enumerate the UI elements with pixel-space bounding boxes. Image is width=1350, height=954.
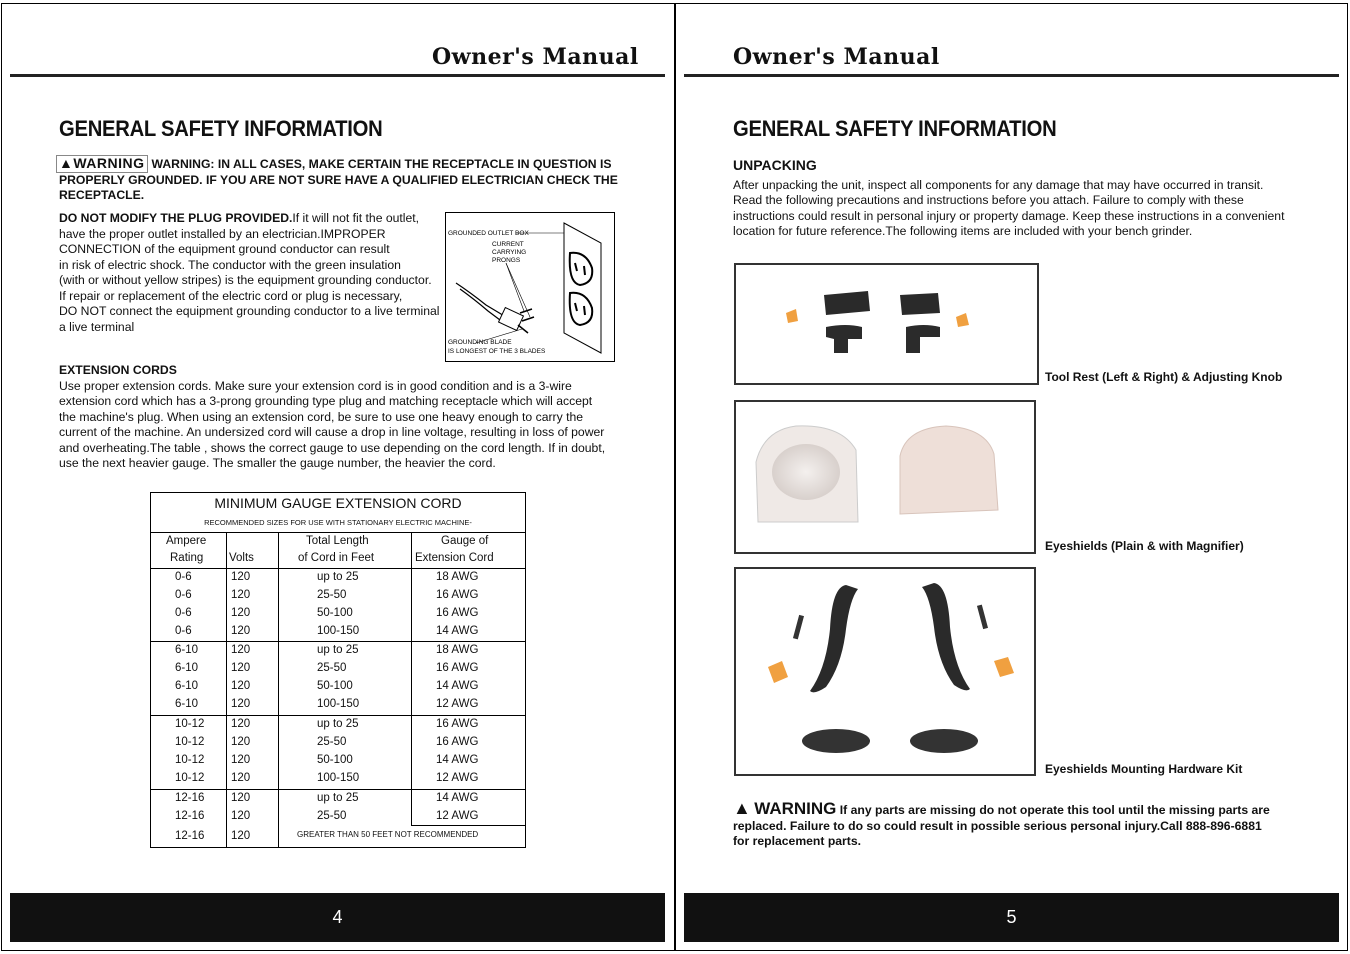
table-cell: 16 AWG bbox=[436, 662, 479, 674]
table-cell: 10-12 bbox=[175, 718, 205, 730]
header-rating: Rating bbox=[170, 552, 204, 564]
table-cell: 0-6 bbox=[175, 607, 192, 619]
svg-text:GROUNDING BLADE: GROUNDING BLADE bbox=[448, 339, 512, 346]
caption-tool-rest: Tool Rest (Left & Right) & Adjusting Knob bbox=[1045, 370, 1283, 384]
warning-line-1: WARNING: IN ALL CASES, MAKE CERTAIN THE RECEPTACLE IN QUESTION IS bbox=[151, 157, 612, 171]
table-cell: 12-16 bbox=[175, 810, 205, 822]
gauge-table-title: MINIMUM GAUGE EXTENSION CORD bbox=[214, 495, 462, 511]
table-note: GREATER THAN 50 FEET NOT RECOMMENDED bbox=[297, 830, 479, 839]
warning-line-3: RECEPTACLE. bbox=[59, 188, 145, 202]
table-cell: 120 bbox=[231, 698, 251, 710]
table-cell: 12-16 bbox=[175, 830, 205, 842]
svg-text:CARRYING: CARRYING bbox=[492, 249, 527, 256]
caption-eyeshields: Eyeshields (Plain & with Magnifier) bbox=[1045, 539, 1244, 553]
extension-cords-title: EXTENSION CORDS bbox=[59, 363, 177, 377]
gauge-table-subtitle: RECOMMENDED SIZES FOR USE WITH STATIONARY ELECTRIC MACHINE- bbox=[204, 518, 472, 527]
header-ampere: Ampere bbox=[166, 535, 207, 547]
header-total-length: Total Length bbox=[306, 535, 369, 547]
left-warning-block bbox=[56, 155, 636, 204]
table-cell: 16 AWG bbox=[436, 736, 479, 748]
header-volts: Volts bbox=[229, 552, 254, 564]
table-cell: 18 AWG bbox=[436, 644, 479, 656]
table-cell: 25-50 bbox=[317, 810, 347, 822]
right-warning-line-2: replaced. Failure to do so could result in possible serious personal injury.Call 888-896-6881 bbox=[733, 818, 1262, 833]
table-cell: 120 bbox=[231, 718, 251, 730]
table-cell: 10-12 bbox=[175, 772, 205, 784]
right-header-rule bbox=[684, 74, 1339, 77]
table-cell: 12 AWG bbox=[436, 772, 479, 784]
table-cell: 120 bbox=[231, 644, 251, 656]
left-page-number: 4 bbox=[332, 907, 343, 927]
mounting-hardware-photo bbox=[734, 567, 1036, 776]
table-cell: 14 AWG bbox=[436, 792, 479, 804]
svg-text:IS LONGEST OF THE 3 BLADES: IS LONGEST OF THE 3 BLADES bbox=[448, 348, 546, 355]
header-extension-cord: Extension Cord bbox=[415, 552, 494, 564]
warning-triangle-icon: ▲ bbox=[59, 155, 74, 171]
warning-line-2: PROPERLY GROUNDED. IF YOU ARE NOT SURE HAVE A QUALIFIED ELECTRICIAN CHECK THE bbox=[59, 172, 618, 187]
table-cell: 120 bbox=[231, 625, 251, 637]
right-footer-bar bbox=[684, 893, 1339, 942]
table-cell: up to 25 bbox=[317, 571, 359, 583]
right-warning-line-3: for replacement parts. bbox=[733, 834, 862, 848]
table-cell: 50-100 bbox=[317, 754, 353, 766]
table-cell: 18 AWG bbox=[436, 571, 479, 583]
table-cell: 50-100 bbox=[317, 680, 353, 692]
right-warning-block bbox=[733, 798, 1313, 850]
right-header-title: Owner's Manual bbox=[733, 44, 940, 70]
table-cell: 12-16 bbox=[175, 792, 205, 804]
extension-cords-section: EXTENSION CORDS Use proper extension cords. Make sure your extension cord is in good condition and is a 3-wire extension cord which has a 3-prong grounding type plug and matching receptacle which will accept the machine's plug. When using an extension cord, be sure to use one heavy enough to carry the current of the machine. An undersized cord will cause a drop in line voltage, resulting in loss of power and overheating.The table , shows the correct gauge to use depending on the cord length. If in doubt, use the next heavier gauge. The smaller the gauge number, the heavier the cord. bbox=[59, 363, 659, 472]
table-cell: 120 bbox=[231, 830, 251, 842]
right-warning-line-1: If any parts are missing do not operate this tool until the missing parts are bbox=[839, 803, 1270, 817]
left-header-rule bbox=[10, 74, 665, 77]
gauge-table bbox=[150, 492, 526, 848]
outlet-box-label: GROUNDED OUTLET BOX bbox=[448, 230, 529, 237]
table-cell: 6-10 bbox=[175, 698, 199, 710]
left-footer-bar bbox=[10, 893, 665, 942]
table-cell: 120 bbox=[231, 571, 251, 583]
table-cell: 100-150 bbox=[317, 698, 360, 710]
left-header-title: Owner's Manual bbox=[432, 44, 639, 70]
table-cell: 14 AWG bbox=[436, 754, 479, 766]
table-cell: 16 AWG bbox=[436, 589, 479, 601]
warning-badge: ▲WARNING bbox=[56, 155, 148, 173]
table-cell: up to 25 bbox=[317, 792, 359, 804]
left-section-title: GENERAL SAFETY INFORMATION bbox=[59, 116, 383, 141]
table-cell: 120 bbox=[231, 662, 251, 674]
table-cell: 120 bbox=[231, 607, 251, 619]
table-cell: 120 bbox=[231, 754, 251, 766]
table-cell: 10-12 bbox=[175, 754, 205, 766]
table-cell: 120 bbox=[231, 589, 251, 601]
table-cell: 100-150 bbox=[317, 625, 360, 637]
table-cell: 14 AWG bbox=[436, 625, 479, 637]
table-cell: 14 AWG bbox=[436, 680, 479, 692]
table-cell: 0-6 bbox=[175, 571, 192, 583]
table-cell: 120 bbox=[231, 736, 251, 748]
table-cell: 0-6 bbox=[175, 589, 192, 601]
caption-mounting-hardware: Eyeshields Mounting Hardware Kit bbox=[1045, 762, 1243, 776]
table-cell: 16 AWG bbox=[436, 718, 479, 730]
table-cell: 16 AWG bbox=[436, 607, 479, 619]
table-cell: 120 bbox=[231, 810, 251, 822]
table-cell: 12 AWG bbox=[436, 810, 479, 822]
right-warning-label: WARNING bbox=[754, 799, 837, 818]
right-page-number: 5 bbox=[1006, 907, 1017, 927]
warning-triangle-icon: ▲ bbox=[733, 798, 751, 818]
header-cord-feet: of Cord in Feet bbox=[298, 552, 375, 564]
table-cell: 25-50 bbox=[317, 736, 347, 748]
table-cell: 120 bbox=[231, 772, 251, 784]
table-cell: up to 25 bbox=[317, 644, 359, 656]
header-gauge: Gauge of bbox=[441, 535, 489, 547]
table-cell: 12 AWG bbox=[436, 698, 479, 710]
table-cell: 10-12 bbox=[175, 736, 205, 748]
table-cell: 6-10 bbox=[175, 662, 199, 674]
plug-paragraph: DO NOT MODIFY THE PLUG PROVIDED.If it will not fit the outlet, have the proper outlet installed by an electrician.IMPROPER CONNECTION of the equipment ground conductor can result in risk of electric shock. The conductor with the green insulation (with or without yellow stripes) is the equipment grounding conductor. If repair or replacement of the electric cord or plug is necessary, DO NOT connect the equipment grounding conductor to a live terminal a live terminal bbox=[59, 211, 440, 334]
svg-text:PRONGS: PRONGS bbox=[492, 257, 521, 264]
right-section-title: GENERAL SAFETY INFORMATION bbox=[733, 116, 1057, 141]
unpacking-title: UNPACKING bbox=[733, 157, 817, 173]
grounded-outlet-diagram bbox=[445, 212, 615, 362]
svg-text:CURRENT: CURRENT bbox=[492, 241, 524, 248]
unpacking-section: UNPACKING After unpacking the unit, inspect all components for any damage that may have occurred in transit. Read the following precautions and instructions before you attach. Failure to comply with these instructions could result in personal injury or property damage. Keep these instructions in a convenient location for future reference.The following items are included with your bench grinder. bbox=[733, 158, 1333, 240]
eyeshields-photo bbox=[734, 400, 1036, 554]
table-cell: 0-6 bbox=[175, 625, 192, 637]
table-cell: 50-100 bbox=[317, 607, 353, 619]
table-cell: 6-10 bbox=[175, 644, 199, 656]
table-cell: 25-50 bbox=[317, 662, 347, 674]
table-cell: 6-10 bbox=[175, 680, 199, 692]
table-cell: 120 bbox=[231, 792, 251, 804]
table-cell: 100-150 bbox=[317, 772, 360, 784]
tool-rest-photo bbox=[734, 263, 1039, 385]
table-cell: 25-50 bbox=[317, 589, 347, 601]
table-cell: up to 25 bbox=[317, 718, 359, 730]
table-cell: 120 bbox=[231, 680, 251, 692]
